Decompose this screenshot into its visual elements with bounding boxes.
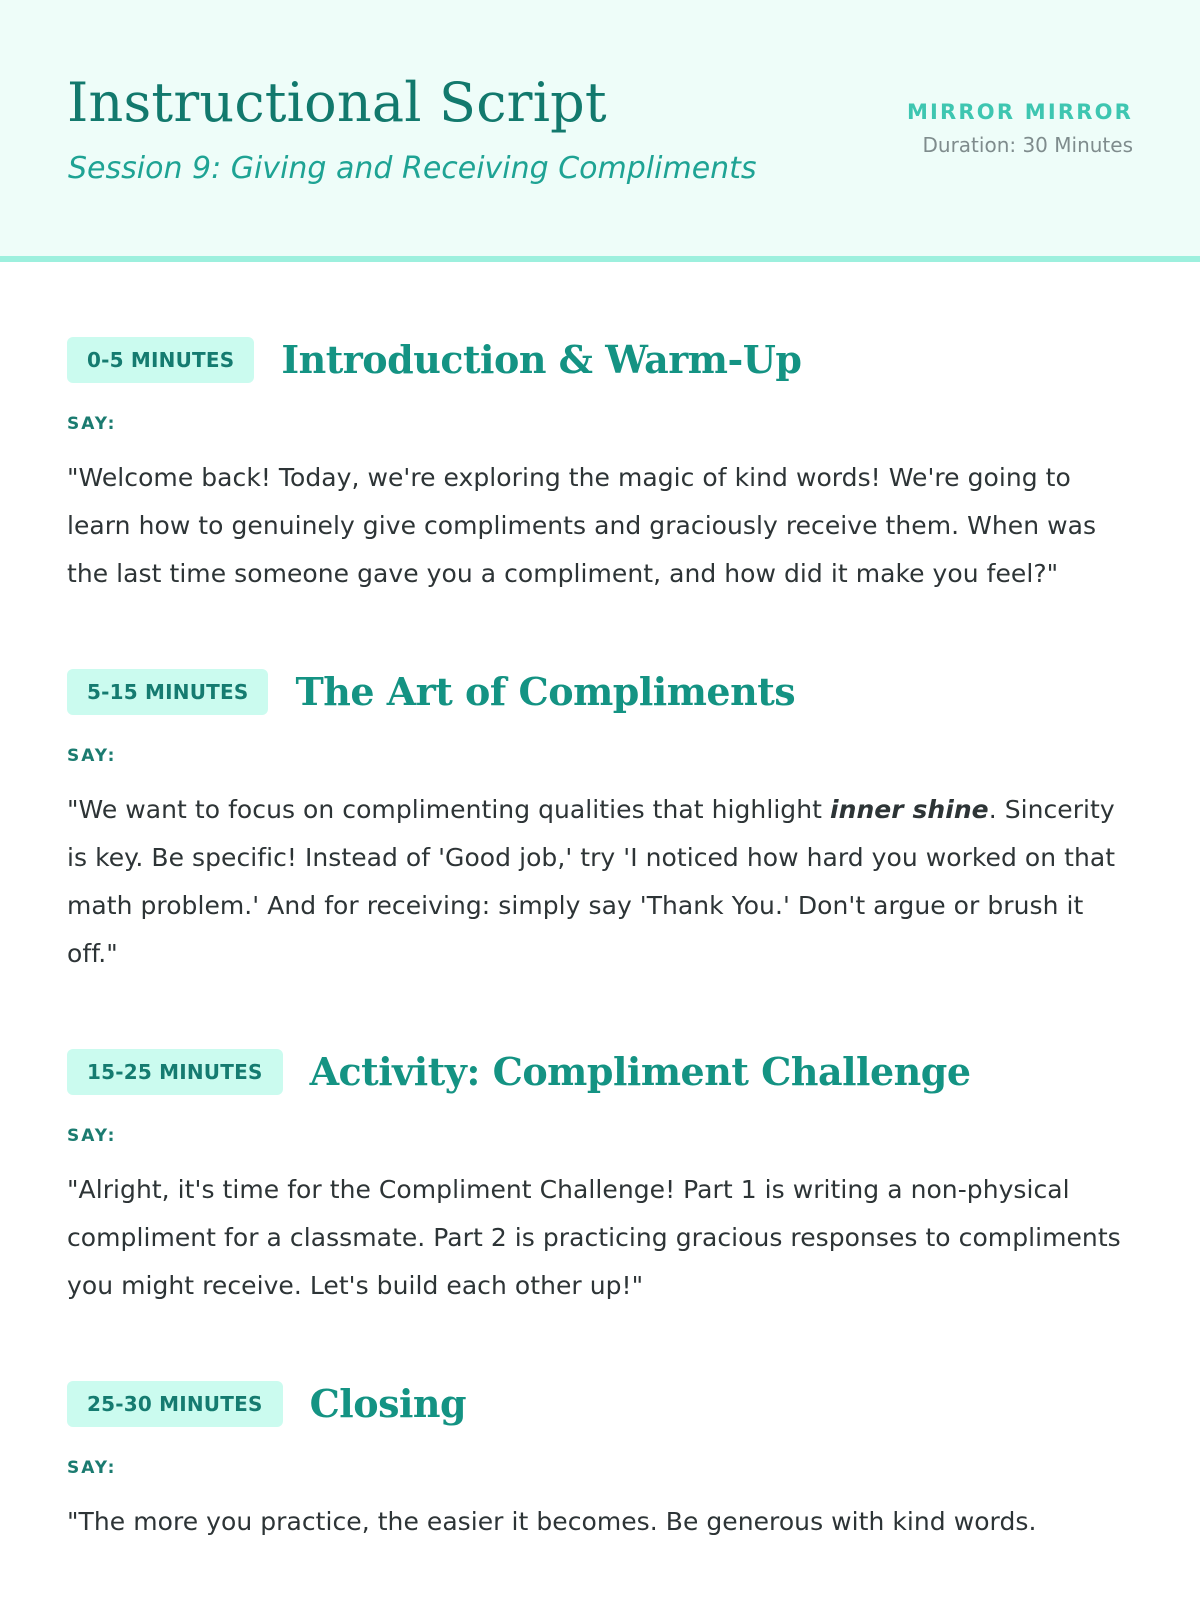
section-header — [67, 660, 1133, 724]
time-badge: 15-25 MINUTES — [67, 1049, 283, 1095]
script-text — [67, 786, 1133, 978]
script-sections — [0, 328, 1200, 1546]
page-header — [0, 0, 1200, 262]
section-closing — [67, 1372, 1133, 1546]
section-title: The Art of Compliments — [295, 669, 796, 714]
script-text-part: "We want to focus on complimenting qualities that highlight — [67, 795, 830, 824]
brand-name: MIRROR MIRROR — [906, 100, 1133, 124]
section-header — [67, 1372, 1133, 1436]
time-badge: 25-30 MINUTES — [67, 1381, 283, 1427]
script-text-part: . Sincerity is key. Be specific! Instead of 'Good job,' try 'I noticed how hard you worked on that math problem.' And for receiving: simply say 'Thank You.' Don't argue or brush it off." — [67, 795, 1116, 968]
time-badge: 0-5 MINUTES — [67, 337, 254, 383]
section-header — [67, 1040, 1133, 1104]
section-compliment-challenge — [67, 1040, 1133, 1310]
say-label: SAY: — [67, 1458, 117, 1478]
time-badge: 5-15 MINUTES — [67, 669, 268, 715]
section-introduction — [67, 328, 1133, 598]
script-text: "Welcome back! Today, we're exploring the magic of kind words! We're going to learn how to genuinely give compliments and graciously receive them. When was the last time someone gave you a compliment, and how did it make you feel?" — [67, 463, 1097, 588]
say-label: SAY: — [67, 746, 117, 766]
session-subtitle: Session 9: Giving and Receiving Compliments — [68, 151, 757, 186]
section-title: Activity: Compliment Challenge — [309, 1049, 971, 1094]
say-label: SAY: — [67, 414, 117, 434]
script-text: "Alright, it's time for the Compliment Challenge! Part 1 is writing a non-physical compliment for a classmate. Part 2 is practicing gracious responses to compliments you might receive. Let's build each other up!" — [67, 1175, 1121, 1300]
section-art-of-compliments — [67, 660, 1133, 978]
session-duration: Duration: 30 Minutes — [922, 133, 1133, 157]
page-title: Instructional Script — [67, 71, 607, 134]
emphasis-text: inner shine — [829, 795, 989, 824]
script-text: "The more you practice, the easier it becomes. Be generous with kind words. — [67, 1507, 1037, 1536]
section-title: Introduction & Warm-Up — [281, 337, 802, 382]
say-label: SAY: — [67, 1126, 117, 1146]
section-title: Closing — [309, 1381, 467, 1426]
section-header — [67, 328, 1133, 392]
